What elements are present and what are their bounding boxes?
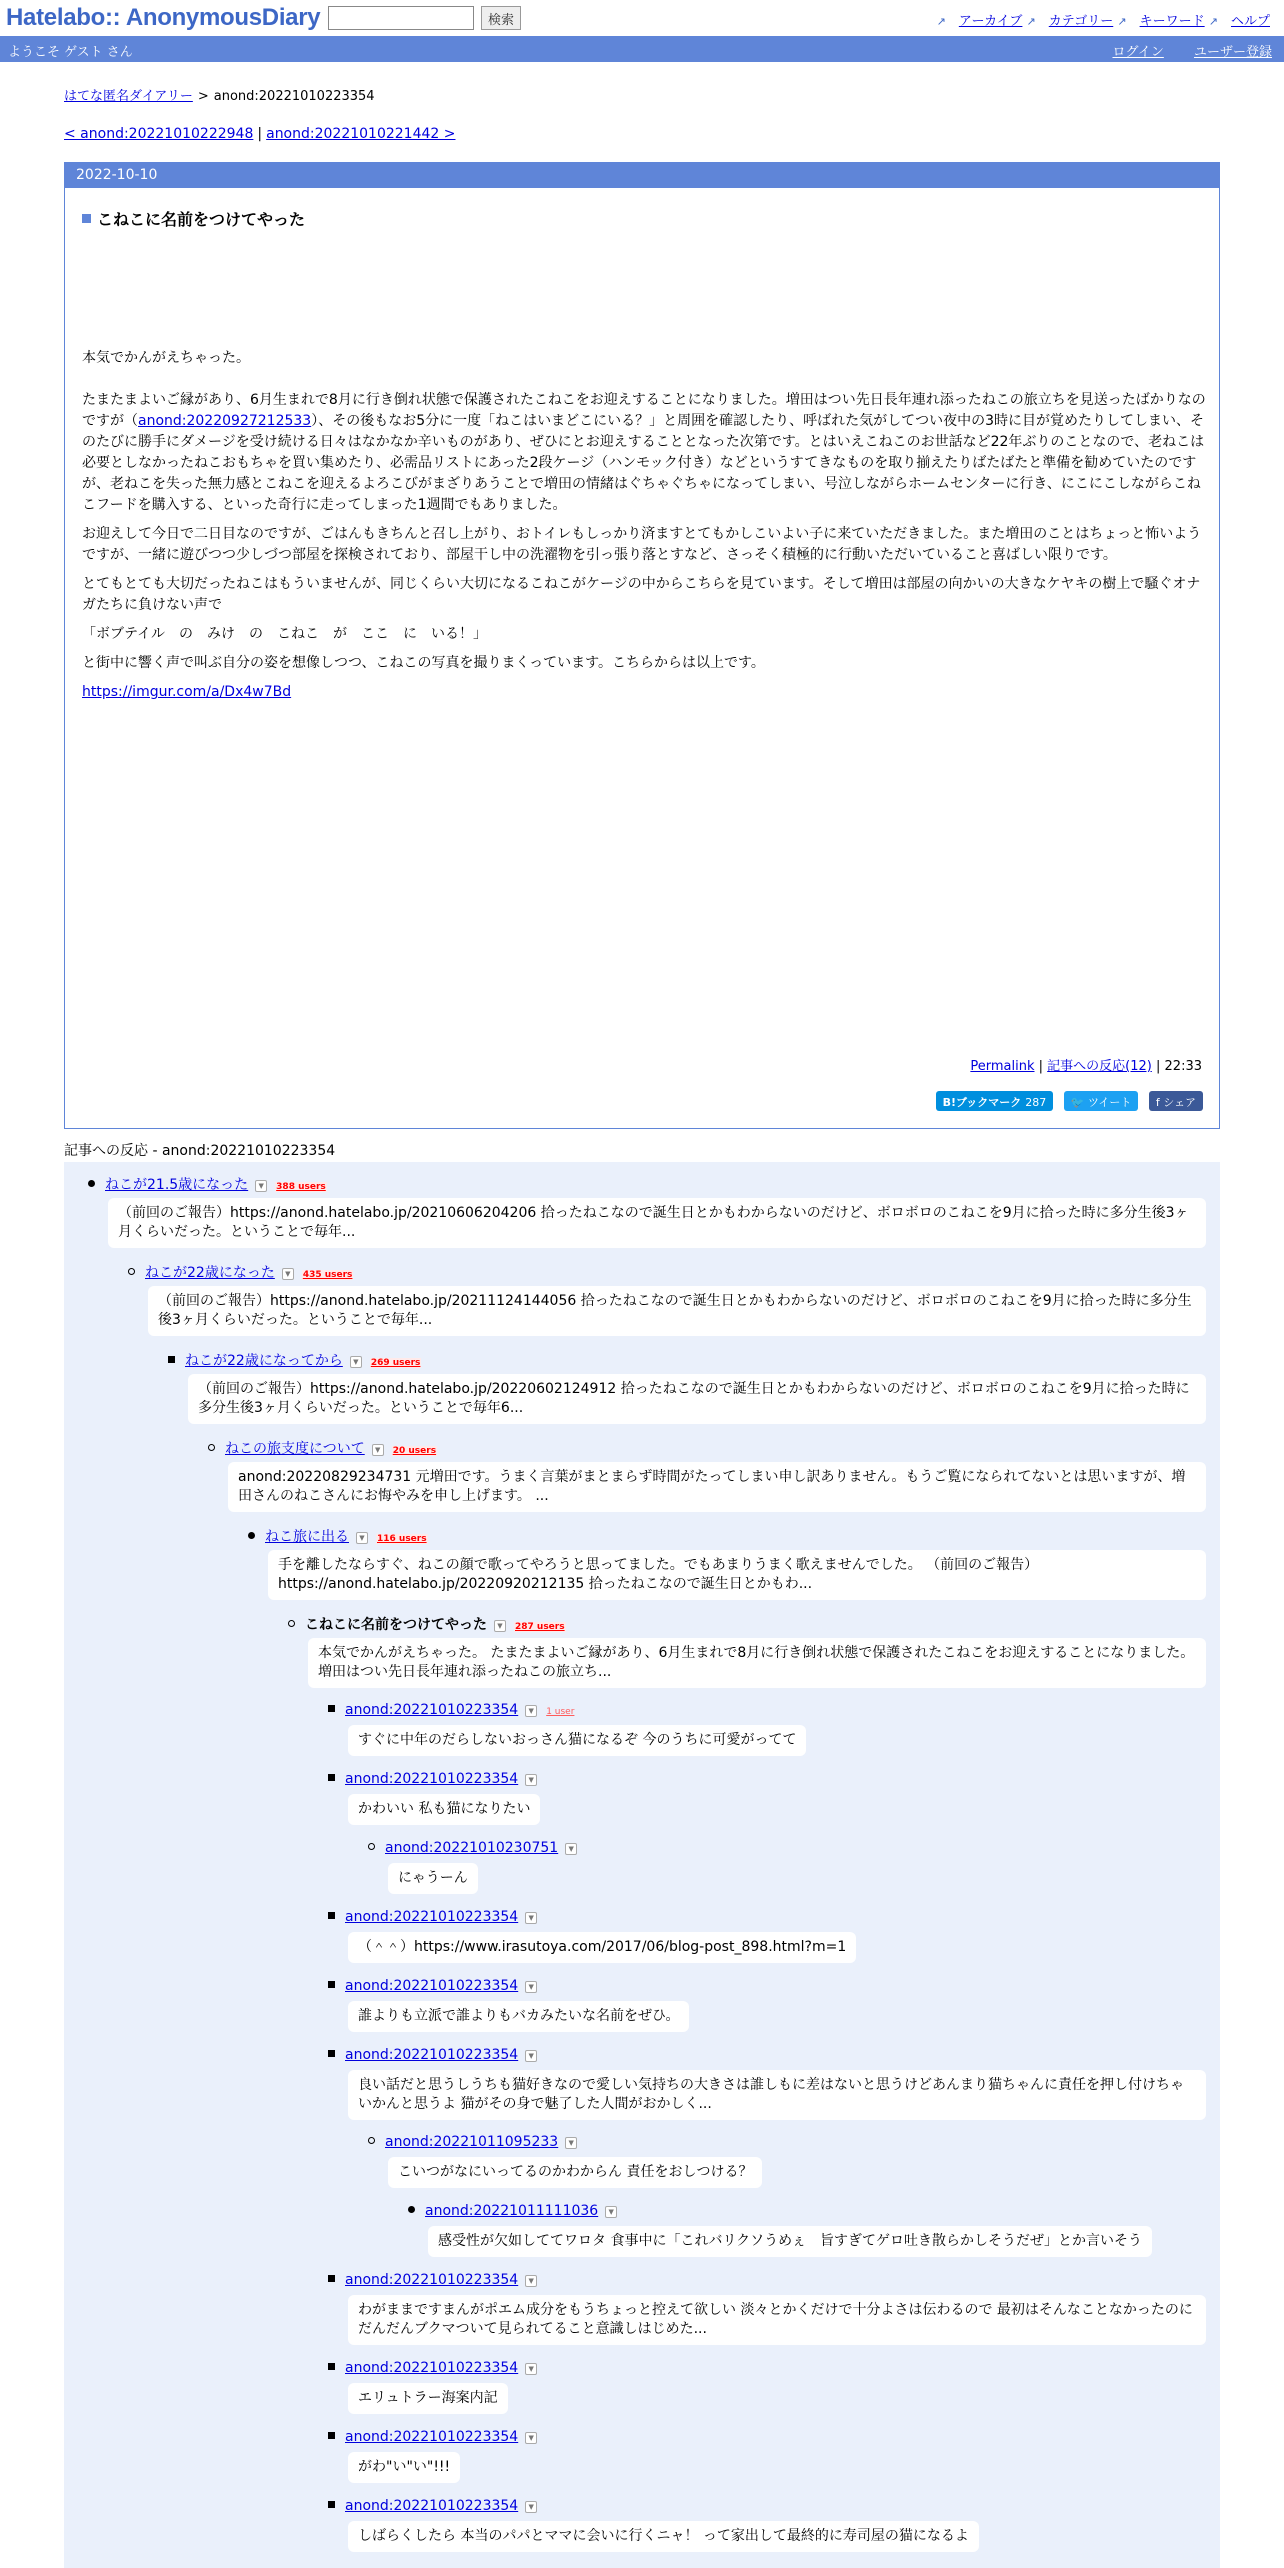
breadcrumb-home[interactable]: はてな匿名ダイアリー	[64, 89, 193, 104]
nav-category[interactable]: カテゴリー	[1048, 14, 1114, 29]
reply-title-link[interactable]: anond:20221010223354	[345, 2429, 519, 2445]
reaction-snippet: （前回のご報告）https://anond.hatelabo.jp/20220602124912 拾ったねこなので誕生日とかもわからないのだけど、ボロボロのこねこを9月に拾った時に多分生後3ヶ月くらいだった。ということで毎年6...	[188, 1374, 1206, 1424]
chevron-down-icon[interactable]: ▼	[525, 1774, 537, 1786]
reply-title-link[interactable]: anond:20221010223354	[345, 2360, 519, 2376]
arrow-icon: ↗	[1026, 15, 1036, 28]
square-bullet-icon	[328, 1774, 335, 1781]
body-paragraph	[82, 682, 1206, 703]
entry-title	[82, 207, 305, 230]
chevron-down-icon[interactable]: ▼	[565, 2137, 577, 2149]
chevron-down-icon[interactable]: ▼	[525, 2275, 537, 2287]
reaction-node	[248, 1526, 428, 1546]
reaction-title-link[interactable]: ねこが21.5歳になった	[105, 1177, 249, 1193]
reply-node	[368, 1840, 577, 1856]
circle-bullet-icon	[368, 1843, 375, 1850]
reply-snippet: がわ"い"い"!!!	[348, 2452, 460, 2483]
square-bullet-icon	[328, 1912, 335, 1919]
next-entry-link[interactable]: anond:20221010221442 >	[266, 126, 456, 142]
square-bullet-icon	[328, 1705, 335, 1712]
reaction-node	[128, 1262, 353, 1282]
reaction-node	[168, 1350, 421, 1370]
reply-snippet: しばらくしたら 本当のパパとママに会いに行くニャ！ って家出して最終的に寿司屋の猫になるよ	[348, 2521, 979, 2552]
reaction-snippet: （前回のご報告）https://anond.hatelabo.jp/20210606204206 拾ったねこなので誕生日とかもわからないのだけど、ボロボロのこねこを9月に拾った時に多分生後3ヶ月くらいだった。ということで毎年...	[108, 1198, 1206, 1248]
body-paragraph: と街中に響く声で叫ぶ自分の姿を想像しつつ、こねこの写真を撮りまくっています。こちらからは以上です。	[82, 655, 765, 671]
prev-entry-link[interactable]: < anond:20221010222948	[64, 126, 254, 142]
day-date: 2022-10-10	[65, 163, 1219, 188]
reply-node	[328, 1771, 537, 1787]
reply-snippet: 誰よりも立派で誰よりもバカみたいな名前をぜひ。	[348, 2001, 689, 2032]
search-input[interactable]	[328, 6, 474, 30]
reply-title-link[interactable]: anond:20221010223354	[345, 2047, 519, 2063]
top-nav	[937, 10, 1270, 29]
nav-keyword[interactable]: キーワード	[1139, 14, 1205, 29]
imgur-link[interactable]: https://imgur.com/a/Dx4w7Bd	[82, 684, 292, 700]
breadcrumb-separator: >	[197, 89, 209, 104]
users-badge[interactable]: 1 user	[546, 1707, 575, 1717]
chevron-down-icon[interactable]: ▼	[565, 1843, 577, 1855]
reply-node	[328, 1909, 537, 1925]
chevron-down-icon[interactable]: ▼	[350, 1356, 362, 1368]
reply-title-link[interactable]: anond:20221010223354	[345, 1702, 519, 1718]
reaction-snippet: 手を離したならすぐ、ねこの顔で歌ってやろうと思ってました。でもあまりうまく歌えませんでした。 （前回のご報告） https://anond.hatelabo.jp/20220920212135 拾ったねこなので誕生日とかもわ...	[268, 1550, 1206, 1600]
welcome-text: ようこそ ゲスト さん	[8, 45, 133, 60]
breadcrumb-current: anond:20221010223354	[213, 89, 375, 104]
entry-body	[82, 348, 1206, 711]
reply-node	[328, 2429, 537, 2445]
circle-bullet-icon	[368, 2137, 375, 2144]
body-paragraph: 「ボブテイル の みけ の こねこ が ここ に いる！」	[82, 626, 488, 642]
chevron-down-icon[interactable]: ▼	[356, 1532, 368, 1544]
permalink[interactable]: Permalink	[970, 1059, 1035, 1074]
reply-snippet: こいつがなにいってるのかわからん 責任をおしつける？	[388, 2157, 762, 2188]
reactions-link[interactable]: 記事への反応(12)	[1047, 1059, 1152, 1074]
share-buttons	[930, 1091, 1203, 1111]
chevron-down-icon[interactable]: ▼	[255, 1180, 267, 1192]
chevron-down-icon[interactable]: ▼	[372, 1444, 384, 1456]
reaction-node	[208, 1438, 437, 1458]
arrow-icon: ↗	[936, 15, 946, 28]
search-button[interactable]: 検索	[481, 6, 521, 30]
reply-node	[328, 2272, 537, 2288]
square-bullet-icon	[328, 2363, 335, 2370]
reply-snippet: エリュトラー海案内記	[348, 2383, 508, 2414]
body-anond-link[interactable]: anond:20220927212533	[138, 413, 312, 429]
chevron-down-icon[interactable]: ▼	[605, 2206, 617, 2218]
reply-snippet: わがままですまんがポエム成分をもうちょっと控えて欲しい 淡々とかくだけで十分よさは伝わるので 最初はそんなことなかったのにだんだんブクマついて見られてること意識しはじめた...	[348, 2295, 1206, 2345]
disc-bullet-icon	[88, 1180, 95, 1187]
chevron-down-icon[interactable]: ▼	[494, 1620, 506, 1632]
nav-help[interactable]: ヘルプ	[1230, 14, 1270, 29]
chevron-down-icon[interactable]: ▼	[525, 2363, 537, 2375]
reply-node	[408, 2203, 617, 2219]
reply-title-link[interactable]: anond:20221010223354	[345, 1978, 519, 1994]
reaction-node	[88, 1174, 327, 1194]
welcome-bar	[0, 36, 1284, 62]
reply-title-link[interactable]: anond:20221010223354	[345, 1909, 519, 1925]
reply-snippet: かわいい 私も猫になりたい	[348, 1794, 540, 1825]
chevron-down-icon[interactable]: ▼	[525, 2501, 537, 2513]
arrow-icon: ↗	[1208, 15, 1218, 28]
entry-title-text: こねこに名前をつけてやった	[97, 210, 306, 229]
reply-snippet: 感受性が欠如しててワロタ 食事中に「これバリクソうめぇ 旨すぎてゲロ吐き散らかしそうだぜ」とか言いそう	[428, 2226, 1152, 2257]
chevron-down-icon[interactable]: ▼	[525, 2432, 537, 2444]
reply-node	[328, 2047, 537, 2063]
register-link[interactable]: ユーザー登録	[1193, 45, 1272, 60]
chevron-down-icon[interactable]: ▼	[525, 1912, 537, 1924]
reaction-snippet: （前回のご報告）https://anond.hatelabo.jp/20211124144056 拾ったねこなので誕生日とかもわからないのだけど、ボロボロのこねこを9月に拾った時に多分生後3ヶ月くらいだった。ということで毎年...	[148, 1286, 1206, 1336]
site-logo[interactable]: Hatelabo:: AnonymousDiary	[6, 4, 321, 31]
square-bullet-icon	[328, 2050, 335, 2057]
entry-time: 22:33	[1164, 1059, 1202, 1074]
arrow-icon: ↗	[1117, 15, 1127, 28]
reactions-panel	[64, 1162, 1220, 2568]
square-bullet-icon	[328, 2432, 335, 2439]
users-badge[interactable]: 20 users	[392, 1446, 437, 1456]
reaction-node	[288, 1614, 566, 1634]
square-marker-icon[interactable]	[82, 214, 91, 223]
reply-title-link[interactable]: anond:20221011111036	[425, 2203, 599, 2219]
reactions-heading: 記事への反応 - anond:20221010223354	[64, 1140, 1220, 1164]
chevron-down-icon[interactable]: ▼	[525, 1705, 537, 1717]
current-entry-title: こねこに名前をつけてやった	[305, 1617, 487, 1633]
diary-day	[64, 162, 1220, 1129]
users-badge[interactable]: 388 users	[276, 1182, 326, 1192]
chevron-down-icon[interactable]: ▼	[525, 1981, 537, 1993]
reply-node	[328, 1978, 537, 1994]
reply-title-link[interactable]: anond:20221010223354	[345, 2498, 519, 2514]
reply-title-link[interactable]: anond:20221010230751	[385, 1840, 559, 1856]
reaction-snippet: 本気でかんがえちゃった。 たまたまよいご縁があり、6月生まれで8月に行き倒れ状態で保護されたこねこをお迎えすることになりました。増田はつい先日長年連れ添ったねこの旅立ち...	[308, 1638, 1206, 1688]
circle-bullet-icon	[128, 1268, 135, 1275]
twitter-icon: 🐦	[1070, 1096, 1085, 1109]
users-badge[interactable]: 116 users	[377, 1534, 427, 1544]
facebook-icon: f	[1155, 1096, 1160, 1109]
reaction-title-link[interactable]: ねこが22歳になってから	[185, 1353, 343, 1369]
square-bullet-icon	[328, 1981, 335, 1988]
breadcrumb	[64, 85, 375, 104]
bookmark-button[interactable]: B!ブックマーク 287	[936, 1091, 1054, 1111]
disc-bullet-icon	[408, 2206, 415, 2213]
disc-bullet-icon	[248, 1532, 255, 1539]
chevron-down-icon[interactable]: ▼	[282, 1268, 294, 1280]
reply-snippet: 良い話だと思うしうちも猫好きなので愛しい気持ちの大きさは誰しもに差はないと思うけどあんまり猫ちゃんに責任を押し付けちゃいかんと思うよ 猫がその身で魅了した人間がおかしく...	[348, 2070, 1206, 2120]
reply-snippet: すぐに中年のだらしないおっさん猫になるぞ 今のうちに可愛がってて	[348, 1725, 806, 1756]
reply-node	[328, 1702, 575, 1718]
reaction-title-link[interactable]: ねこが22歳になった	[145, 1265, 275, 1281]
pager-separator: |	[257, 126, 263, 142]
users-badge[interactable]: 269 users	[370, 1358, 421, 1368]
body-paragraph: お迎えして今日で二日目なのですが、ごはんもきちんと召し上がり、おトイレもしっかり済ますとてもかしこいよい子に来ていただきました。また増田のことはちょっと怖いようですが、一緒に遊びつつ少しづつ部屋を探検されており、部屋干し中の洗濯物を引っ張り落とすなど、さっそく積極的に行動いただいていること喜ばしい限りです。	[82, 526, 1202, 563]
login-link[interactable]: ログイン	[1112, 45, 1164, 60]
site-header	[0, 0, 1284, 36]
reply-title-link[interactable]: anond:20221010223354	[345, 2272, 519, 2288]
users-badge[interactable]: 435 users	[302, 1270, 353, 1280]
reply-node	[328, 2498, 537, 2514]
reply-node	[328, 2360, 537, 2376]
reply-snippet: （＾＾）https://www.irasutoya.com/2017/06/blog-post_898.html?m=1	[348, 1932, 856, 1963]
reaction-title-link[interactable]: ねこ旅に出る	[265, 1529, 349, 1545]
body-paragraph: たまたまよいご縁があり、6月生まれで8月に行き倒れ状態で保護されたこねこをお迎えすることになりました。増田はつい先日長年連れ添ったねこの旅立ちを見送ったばかりなのですが（anond:20220927212533）、その後もなお5分に一度「ねこはいまどこにいる？」と周囲を確認したり、呼ばれた気がしてつい夜中の3時に目が覚めたりしてしまい、そのたびに勝手にダメージを受け続ける日々はなかなか辛いものがあり、ぜひにとお迎えすることとなった次第です。とはいえこねこのお世話など22年ぶりのことなので、老ねこは必要としなかったねこおもちゃを買い集めたり、必需品リストにあった2段ケージ（ハンモック付き）などというすてきなものを取り揃えたりばたばたと準備を勧めていたのですが、老ねこを失った無力感とこねこを迎えるよろこびがまざりあうことで増田の情緒はぐちゃぐちゃになってしまい、号泣しながらホームセンターに行き、にこにこしながらこねこフードを購入する、といった奇行に走ってしまった1週間でもありました。	[82, 392, 1206, 513]
body-paragraph: とてもとても大切だったねこはもういませんが、同じくらい大切になるこねこがケージの中からこちらを見ています。そして増田は部屋の向かいの大きなケヤキの樹上で騒ぐオナガたちに負けない声で	[82, 576, 1201, 613]
reply-node	[368, 2134, 577, 2150]
users-badge[interactable]: 287 users	[515, 1622, 565, 1632]
reply-title-link[interactable]: anond:20221010223354	[345, 1771, 519, 1787]
nav-archive[interactable]: アーカイブ	[958, 14, 1023, 29]
square-bullet-icon	[168, 1356, 175, 1363]
circle-bullet-icon	[208, 1444, 215, 1451]
square-bullet-icon	[328, 2275, 335, 2282]
entry-pager	[64, 126, 456, 142]
reply-title-link[interactable]: anond:20221011095233	[385, 2134, 559, 2150]
bookmark-count: 287	[1025, 1096, 1047, 1109]
reaction-title-link[interactable]: ねこの旅支度について	[225, 1441, 365, 1457]
reply-snippet: にゃうーん	[388, 1863, 478, 1894]
circle-bullet-icon	[288, 1620, 295, 1627]
reaction-snippet: anond:20220829234731 元増田です。うまく言葉がまとまらず時間がたってしまい申し訳ありません。もうご覧になられてないとは思いますが、増田さんのねこさんにお悔やみを申し上げます。 ...	[228, 1462, 1206, 1512]
body-paragraph: 本気でかんがえちゃった。	[82, 350, 250, 366]
square-bullet-icon	[328, 2501, 335, 2508]
facebook-share-button[interactable]: f シェア	[1149, 1091, 1203, 1111]
tweet-button[interactable]: 🐦 ツイート	[1064, 1091, 1139, 1111]
chevron-down-icon[interactable]: ▼	[525, 2050, 537, 2062]
entry-footer: Permalink | 記事への反応(12) | 22:33	[970, 1059, 1202, 1074]
